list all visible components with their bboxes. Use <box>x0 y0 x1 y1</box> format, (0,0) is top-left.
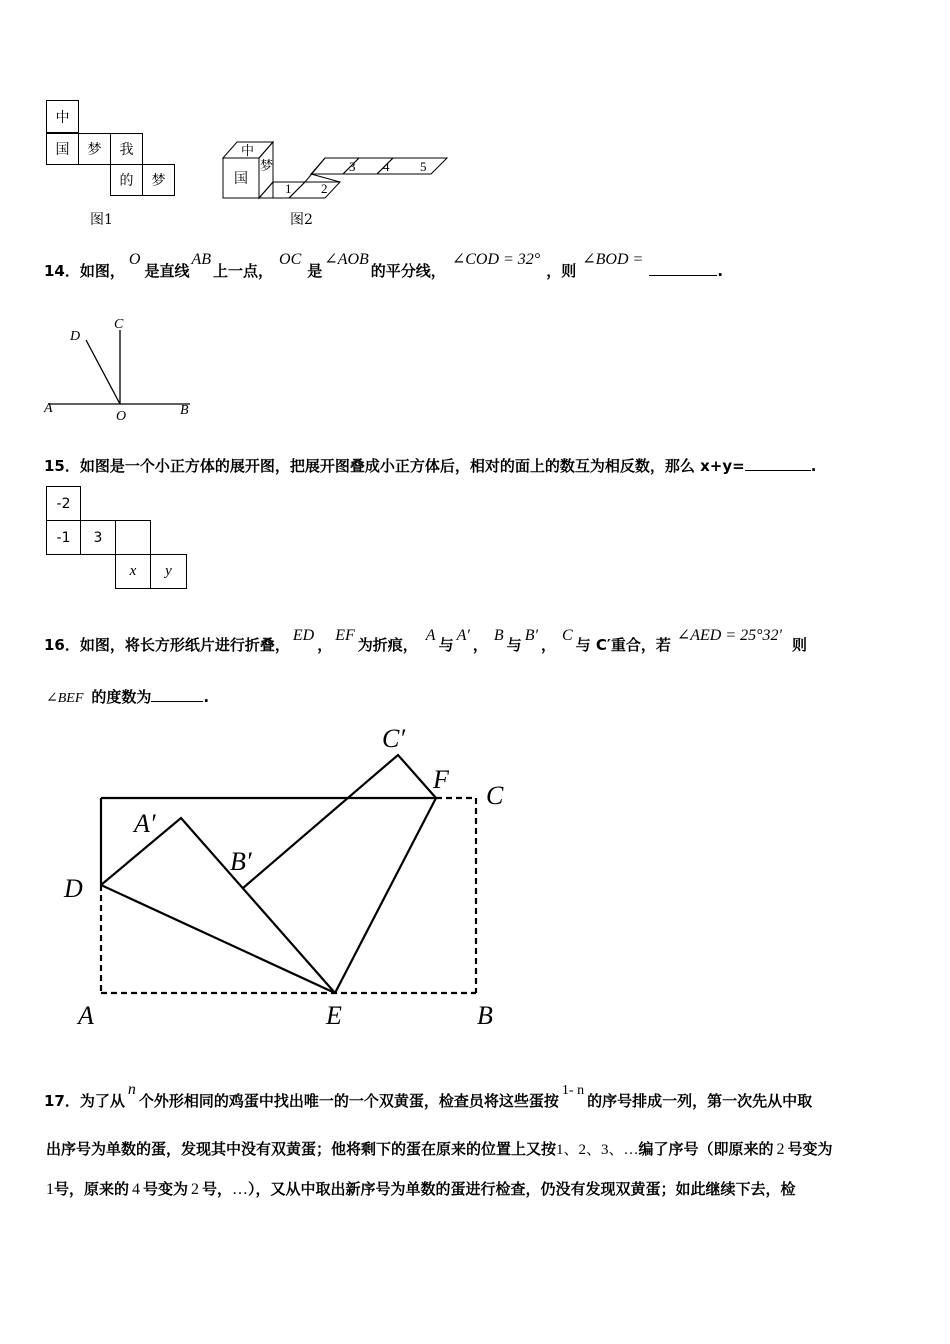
q15-period: . <box>810 457 817 475</box>
q17-math-num: 2 <box>191 1181 200 1198</box>
q16-text: ， <box>317 636 333 654</box>
label-D: D <box>70 329 81 344</box>
net-cell: 梦 <box>142 164 175 196</box>
q14-math-AB: AB <box>191 251 212 268</box>
q17-math-range: 1- n <box>561 1083 585 1098</box>
q17-math-seq: 1、2、3、… <box>556 1142 639 1158</box>
q17-number: 17． <box>44 1092 80 1110</box>
q16-math-angle-BEF: ∠BEF <box>46 691 84 706</box>
q14-text: 的平分线， <box>370 262 446 280</box>
q14-text: 如图， <box>79 262 125 280</box>
question-17-line-3 <box>46 1178 796 1199</box>
q17-text: 为了从 <box>79 1092 125 1110</box>
q17-math-num: 4 <box>132 1181 141 1198</box>
q14-answer-blank <box>649 275 717 276</box>
crease-DE <box>101 885 335 993</box>
q16-text: 为折痕， <box>357 636 418 654</box>
q14-text: ，则 <box>546 262 577 280</box>
strip-label: 5 <box>420 159 427 174</box>
q14-math-angle-COD: ∠COD = 32° <box>451 251 541 268</box>
q17-text: 个外形相同的鸡蛋中找出唯一的一个双黄蛋，检查员将这些蛋按 <box>138 1092 559 1110</box>
q14-math-angle-AOB: ∠AOB <box>324 251 369 268</box>
net-cell: 国 <box>46 133 79 165</box>
net-cell: x <box>115 554 151 589</box>
strip-label: 4 <box>383 159 390 174</box>
q14-text: 是直线 <box>144 262 190 280</box>
label-C-prime: C′ <box>382 724 406 753</box>
figure-2-caption: 图2 <box>290 212 313 228</box>
q16-text: 则 <box>792 636 808 654</box>
q16-math-C: C <box>561 627 573 644</box>
q17-math-num: 1 <box>46 1181 54 1198</box>
figure-1-caption: 图1 <box>90 212 113 228</box>
question-17-line-2 <box>46 1138 833 1159</box>
q14-text: 是 <box>307 262 323 280</box>
q17-math-num: 2 <box>776 1141 785 1158</box>
q17-text: 编了序号（即原来的 <box>638 1140 774 1158</box>
net-cell: -1 <box>46 520 81 555</box>
q16-text: ， <box>472 636 488 654</box>
label-A-prime: A′ <box>134 809 156 838</box>
q16-math-A: A <box>425 627 436 644</box>
net-cell: 中 <box>46 100 79 133</box>
label-C: C <box>114 317 124 332</box>
strip-label: 1 <box>285 181 292 196</box>
net-cell: -2 <box>46 486 81 521</box>
label-B-prime: B′ <box>230 847 252 876</box>
q17-text: 号，原来的 <box>54 1180 130 1198</box>
q16-answer-blank <box>151 701 203 702</box>
strip-label: 3 <box>349 159 356 174</box>
label-F: F <box>433 765 449 794</box>
net-cell: 梦 <box>78 133 111 165</box>
net-cell: 3 <box>80 520 116 555</box>
question-15 <box>44 455 816 476</box>
label-A: A <box>44 401 53 416</box>
q16-text: 与 <box>438 636 454 654</box>
q14-math-OC: OC <box>279 251 302 268</box>
figure-q14 <box>40 312 200 424</box>
label-B: B <box>180 403 189 418</box>
cube-front-label: 国 <box>234 172 248 187</box>
q15-text: 如图是一个小正方体的展开图，把展开图叠成小正方体后，相对的面上的数互为相反数，那么 x+y= <box>79 457 745 475</box>
question-16-line-2 <box>46 686 209 707</box>
question-17-line-1 <box>44 1081 813 1111</box>
q14-math-O: O <box>128 251 141 268</box>
q16-text: 与 C′重合，若 <box>575 636 671 654</box>
q17-text: 的序号排成一列，第一次先从中取 <box>587 1092 813 1110</box>
q14-period: . <box>717 262 724 280</box>
label-D: D <box>64 874 83 903</box>
cube-side-label: 梦 <box>260 158 274 173</box>
question-16-line-1 <box>44 627 808 655</box>
q15-answer-blank <box>745 470 811 471</box>
q16-math-B: B <box>493 627 504 644</box>
q16-math-ED: ED <box>292 627 315 644</box>
q14-math-angle-BOD: ∠BOD = <box>582 251 644 268</box>
q14-number: 14． <box>44 262 80 280</box>
q17-text: 号， <box>202 1180 233 1198</box>
label-O: O <box>116 409 127 424</box>
net-cell: 的 <box>110 164 143 196</box>
net-cell: y <box>150 554 187 589</box>
label-E: E <box>326 1001 342 1030</box>
q16-period: . <box>203 688 210 706</box>
q16-math-angle-AED: ∠AED = 25°32′ <box>676 627 783 644</box>
figure-2 <box>215 130 460 210</box>
q16-number: 16． <box>44 636 80 654</box>
label-A: A <box>78 1001 94 1030</box>
q16-text: 如图，将长方形纸片进行折叠， <box>79 636 290 654</box>
q16-math-A-prime: A′ <box>456 627 470 644</box>
strip-face-2 <box>289 182 340 198</box>
q16-math-EF: EF <box>335 627 355 644</box>
net-cell <box>115 520 151 555</box>
figure-q16 <box>60 720 530 1040</box>
q17-text: ），又从中取出新序号为单数的蛋进行检查，仍没有发现双黄蛋；如此继续下去，检 <box>248 1180 796 1198</box>
q17-text: 号变为 <box>787 1140 833 1158</box>
q16-math-B-prime: B′ <box>524 627 538 644</box>
folded-A-prime <box>101 818 335 993</box>
ray-OD <box>86 340 120 404</box>
q16-text: 与 <box>506 636 522 654</box>
q14-text: 上一点， <box>213 262 274 280</box>
net-cell: 我 <box>110 133 143 165</box>
question-14 <box>44 251 724 300</box>
crease-EF <box>335 798 436 993</box>
strip-label: 2 <box>321 181 328 196</box>
q17-math-dots: … <box>232 1181 249 1198</box>
label-C: C <box>486 781 504 810</box>
q16-text: 的度数为 <box>91 688 152 706</box>
folded-B-prime-C-prime <box>243 755 436 888</box>
q16-text: ， <box>540 636 556 654</box>
q17-text: 号变为 <box>143 1180 189 1198</box>
q15-number: 15． <box>44 457 80 475</box>
q17-math-n: n <box>127 1081 136 1098</box>
label-B: B <box>477 1001 493 1030</box>
q17-text: 出序号为单数的蛋，发现其中没有双黄蛋；他将剩下的蛋在原来的位置上又按 <box>46 1140 557 1158</box>
cube-top-label: 中 <box>241 143 255 158</box>
strip-face-1 <box>259 182 305 198</box>
